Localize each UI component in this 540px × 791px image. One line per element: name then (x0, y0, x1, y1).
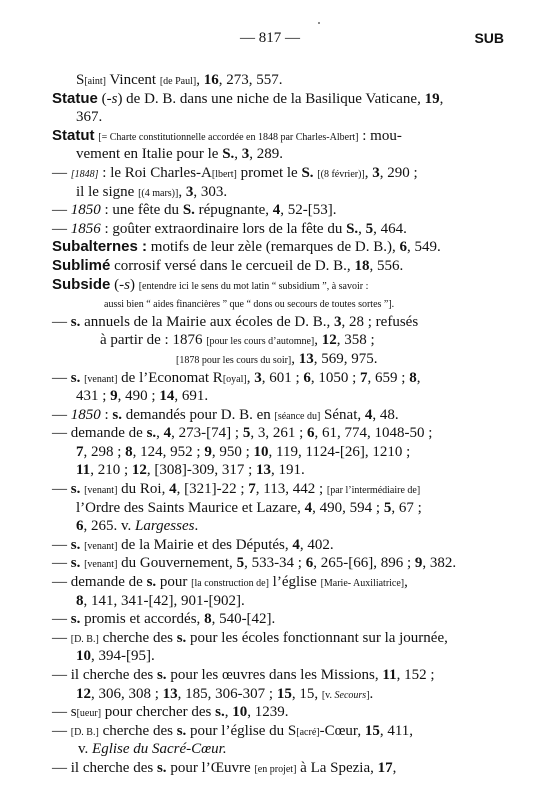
line-text: , 210 ; (90, 462, 132, 478)
line-text: [venant] (84, 541, 118, 552)
line-text: . (194, 518, 199, 534)
line-text: , 290 ; (379, 165, 418, 181)
line-text: [Marie- Auxiliatrice] (320, 578, 405, 589)
line-text: 3 (334, 314, 342, 330)
index-entry-sublime (52, 256, 403, 276)
line-text: S. (222, 146, 235, 162)
line-text: -s (106, 91, 118, 107)
line-text: , 303. (193, 184, 228, 200)
line-text: pour l’Œuvre (166, 760, 255, 776)
line-text: 4 (292, 537, 300, 553)
line-text: — (52, 611, 71, 627)
line-text: [la construction de] (191, 578, 269, 589)
index-line (78, 739, 227, 759)
line-text: 1856 (70, 221, 101, 237)
line-text: ( (110, 277, 120, 293)
line-text: , (392, 760, 397, 776)
line-text: Largesses (135, 518, 195, 534)
line-text: demandés pour D. B. en (122, 407, 275, 423)
line-text: [(4 mars)] (138, 188, 179, 199)
line-text: promet le (236, 165, 302, 181)
line-text: , (178, 184, 186, 200)
line-text: Statut (52, 127, 95, 144)
line-text: s. (70, 611, 81, 627)
line-text: , (224, 704, 233, 720)
line-text: [ueur] (76, 708, 102, 719)
line-text: — (52, 165, 71, 181)
line-text: à partir de : 1876 (100, 332, 207, 348)
line-text: 3 (185, 184, 194, 200)
line-text: 4 (364, 407, 373, 423)
line-text: , 306, 308 ; (91, 686, 163, 702)
line-text: 8 (409, 370, 417, 386)
line-text: 5 (365, 221, 374, 237)
line-text: S. (346, 221, 359, 237)
line-text: : (100, 407, 113, 423)
line-text: 5 (242, 425, 251, 441)
line-text: — (52, 407, 71, 423)
line-text: , 113, 442 ; (255, 481, 327, 497)
line-text: , 569, 975. (313, 351, 378, 367)
line-text: , 533-34 ; (244, 555, 306, 571)
line-text: , (439, 91, 444, 107)
line-text: — demande de (52, 425, 147, 441)
line-text: 431 ; (76, 388, 111, 404)
line-text: 19 (424, 91, 440, 107)
line-text: [v. (321, 690, 335, 701)
line-text: 8 (125, 444, 133, 460)
line-text: 4 (272, 202, 281, 218)
line-text: , 265. v. (83, 518, 136, 534)
line-text: 9 (110, 388, 118, 404)
index-line (76, 107, 102, 127)
line-text: , 273-[74] ; (171, 425, 243, 441)
line-text: ) (129, 277, 139, 293)
line-text: [entendre ici le sens du mot latin “ subsidium ”, à savoir : (138, 281, 369, 292)
line-text: v. (78, 741, 93, 757)
index-line (76, 386, 208, 406)
line-text: 16 (203, 72, 219, 88)
line-text: , 1239. (247, 704, 289, 720)
line-text: il le signe (76, 184, 139, 200)
line-text: s. (70, 537, 81, 553)
line-text: [D. B.] (70, 727, 99, 738)
line-text: Statue (52, 90, 98, 107)
index-line (76, 144, 283, 164)
line-text: 6 (303, 370, 311, 386)
line-text: 7 (76, 444, 84, 460)
line-text: — (52, 723, 71, 739)
line-text: , 141, 341-[42], 901-[902]. (83, 593, 245, 609)
line-text: [de Paul] (159, 76, 197, 87)
line-text: , 48. (372, 407, 399, 423)
line-text: 6 (76, 518, 84, 534)
index-line (52, 219, 407, 239)
line-text: , (358, 221, 366, 237)
line-text: — (52, 481, 71, 497)
line-text: corrosif versé dans le cercueil de D. B., (110, 258, 355, 274)
index-entry-subalternes (52, 237, 441, 257)
line-text: , 394-[95]. (91, 648, 155, 664)
line-text: S. (182, 202, 195, 218)
line-text: 6 (306, 425, 315, 441)
line-text: 3 (372, 165, 380, 181)
index-line (76, 591, 245, 611)
line-text: , (234, 146, 242, 162)
line-text: du Gouvernement, (117, 555, 237, 571)
line-text: ) de D. B. dans une niche de la Basilique Vaticane, (117, 91, 425, 107)
line-text: , 556. (369, 258, 404, 274)
line-text: , (364, 165, 373, 181)
line-text: , 3, 261 ; (250, 425, 307, 441)
line-text: pour l’église du S (186, 723, 297, 739)
line-text: 7 (360, 370, 368, 386)
line-text: , 601 ; (261, 370, 304, 386)
line-text: [lbert] (211, 169, 237, 180)
line-text: — (52, 370, 71, 386)
line-text: , 265-[66], 896 ; (313, 555, 415, 571)
line-text: s. (146, 425, 157, 441)
index-line (52, 200, 337, 220)
line-text: 9 (414, 555, 423, 571)
line-text: [venant] (84, 485, 118, 496)
line-text: , 358 ; (336, 332, 375, 348)
line-text: , (291, 351, 299, 367)
line-text: , (416, 370, 421, 386)
line-text: S (76, 72, 85, 88)
line-text: 6 (305, 555, 314, 571)
index-line (52, 665, 435, 685)
line-text: 12 (321, 332, 337, 348)
line-text: [venant] (84, 559, 118, 570)
line-text: , 402. (299, 537, 334, 553)
line-text: du Roi, (117, 481, 170, 497)
index-line (76, 460, 305, 480)
line-text: : goûter extraordinaire lors de la fête du (100, 221, 347, 237)
line-text: 15 (276, 686, 292, 702)
line-text: [1878 pour les cours du soir] (176, 355, 292, 366)
line-text: s. (112, 407, 123, 423)
line-text: 8 (204, 611, 212, 627)
line-text: annuels de la Mairie aux écoles de D. B., (80, 314, 335, 330)
line-text: 3 (254, 370, 262, 386)
line-text: , 549. (406, 239, 441, 255)
line-text: 10 (76, 648, 91, 664)
line-text: , (196, 72, 204, 88)
page-number: — 817 — (240, 30, 300, 46)
line-text: — s (52, 704, 77, 720)
line-text: [par l’intermédiaire de] (326, 485, 421, 496)
line-text: 10 (232, 704, 248, 720)
line-text: , 28 ; refusés (341, 314, 419, 330)
line-text: ] (366, 690, 370, 701)
line-text: à La Spezia, (296, 760, 378, 776)
line-text: s. (156, 667, 167, 683)
line-text: , 950 ; (211, 444, 254, 460)
line-text: s. (176, 630, 187, 646)
line-text: , 490 ; (117, 388, 160, 404)
line-text: , 185, 306-307 ; (177, 686, 277, 702)
line-text: Subalternes : (52, 238, 148, 255)
line-text: de l’Economat R (117, 370, 223, 386)
line-text: l’Ordre des Saints Maurice et Lazare, (76, 500, 305, 516)
line-text: , 289. (249, 146, 284, 162)
line-text: — il cherche des (52, 760, 157, 776)
index-line (52, 758, 396, 780)
line-text: : le Roi Charles-A (98, 165, 212, 181)
line-text: 3 (241, 146, 250, 162)
line-text: 4 (169, 481, 177, 497)
index-line (76, 442, 410, 462)
line-text: 4 (163, 425, 172, 441)
line-text: , 298 ; (83, 444, 126, 460)
line-text: s. (70, 370, 81, 386)
line-text: cherche des (98, 723, 177, 739)
index-line (52, 312, 418, 332)
line-text: 9 (204, 444, 212, 460)
line-text: , 659 ; (367, 370, 410, 386)
line-text: [oyal] (222, 374, 247, 385)
line-text: — (52, 555, 71, 571)
line-text: s. (156, 760, 167, 776)
line-text: ( (97, 91, 107, 107)
line-text: — (52, 314, 71, 330)
running-head: SUB (474, 30, 504, 46)
line-text: motifs de leur zèle (remarques de D. B.), (147, 239, 400, 255)
line-text: — demande de (52, 574, 147, 590)
line-text: , [321]-22 ; (176, 481, 249, 497)
line-text: pour chercher des (101, 704, 216, 720)
line-text: 14 (159, 388, 175, 404)
line-text: . (369, 686, 374, 702)
index-line (76, 646, 155, 666)
line-text: cherche des (98, 630, 177, 646)
line-text: 7 (248, 481, 256, 497)
line-text: 11 (382, 667, 397, 683)
line-text: , 191. (271, 462, 305, 478)
index-line (76, 498, 422, 518)
line-text: , 67 ; (391, 500, 422, 516)
line-text: — (52, 630, 71, 646)
line-text: [= Charte constitutionnelle accordée en 1848 par Charles-Albert] (98, 132, 359, 143)
line-text: s. (70, 481, 81, 497)
line-text: , (246, 370, 255, 386)
line-text: , 464. (373, 221, 407, 237)
line-text: , 152 ; (396, 667, 435, 683)
index-line (52, 423, 432, 443)
line-text: répugnante, (194, 202, 273, 218)
line-text: pour les œuvres dans les Missions, (166, 667, 383, 683)
line-text: , 490, 594 ; (312, 500, 384, 516)
line-text: — (52, 202, 71, 218)
line-text: , (156, 425, 164, 441)
line-text: [venant] (84, 374, 118, 385)
line-text: — il cherche des (52, 667, 157, 683)
line-text: 12 (131, 462, 147, 478)
line-text: , 124, 952 ; (132, 444, 205, 460)
line-text: : une fête du (100, 202, 183, 218)
line-text: Sublimé (52, 257, 111, 274)
line-text: aussi bien “ aides financières ” que “ dons ou secours de toutes sortes ”]. (104, 299, 395, 310)
line-text: [D. B.] (70, 634, 99, 645)
line-text: [aint] (84, 76, 106, 87)
line-text: — (52, 537, 71, 553)
line-text: Sénat, (320, 407, 365, 423)
line-text: s. (70, 314, 81, 330)
line-text: 5 (383, 500, 392, 516)
index-line (76, 516, 198, 536)
line-text: de la Mairie et des Députés, (117, 537, 293, 553)
line-text: 5 (236, 555, 245, 571)
line-text: 12 (76, 686, 91, 702)
line-text: 8 (76, 593, 84, 609)
line-text: pour les écoles fonctionnant sur la journée, (186, 630, 448, 646)
line-text: — (52, 221, 71, 237)
index-entry-statue (52, 89, 443, 109)
line-text: promis et accordés, (80, 611, 205, 627)
line-text: , 15, (291, 686, 322, 702)
line-text: s. (70, 555, 81, 571)
line-text: , 119, 1124-[26], 1210 ; (268, 444, 411, 460)
line-text: , 52-[53]. (280, 202, 337, 218)
line-text: -Cœur, (319, 723, 365, 739)
line-text: [séance du] (274, 411, 321, 422)
line-text: , 540-[42]. (211, 611, 276, 627)
line-text: [acré] (296, 727, 320, 738)
line-text: [pour les cours d’automne] (206, 336, 315, 347)
line-text: 13 (162, 686, 178, 702)
line-text: 17 (377, 760, 393, 776)
line-text: Secours (334, 690, 367, 701)
line-text: 1850 (70, 202, 101, 218)
index-line (52, 609, 275, 629)
line-text: 4 (304, 500, 313, 516)
line-text: 10 (253, 444, 269, 460)
line-text: s. (215, 704, 225, 720)
line-text: [1848] (70, 169, 99, 180)
line-text: 18 (354, 258, 370, 274)
line-text: Vincent (106, 72, 160, 88)
line-text: , [308]-309, 317 ; (146, 462, 257, 478)
line-text: , 411, (379, 723, 414, 739)
line-text: Eglise du Sacré-Cœur. (92, 741, 227, 757)
line-text: 367. (76, 109, 103, 125)
line-text: , 273, 557. (218, 72, 283, 88)
line-text: 11 (76, 462, 91, 478)
line-text: , (314, 332, 322, 348)
line-text: 6 (399, 239, 407, 255)
line-text: pour (156, 574, 192, 590)
line-text: , 382. (422, 555, 457, 571)
line-text: s. (176, 723, 187, 739)
line-text: 13 (256, 462, 272, 478)
line-text: 15 (364, 723, 380, 739)
line-text: -s (119, 277, 130, 293)
line-text: Subside (52, 276, 111, 293)
line-text: S. (301, 165, 314, 181)
line-text: s. (146, 574, 157, 590)
line-text: : mou- (358, 128, 402, 144)
line-text: [(8 février)] (317, 169, 365, 180)
line-text: , (404, 574, 408, 590)
line-text: l’église (268, 574, 321, 590)
line-text: [en projet] (254, 764, 297, 775)
line-text: , 691. (174, 388, 209, 404)
line-text: , 1050 ; (310, 370, 361, 386)
line-text: 13 (298, 351, 314, 367)
speck (318, 22, 320, 24)
line-text: , 61, 774, 1048-50 ; (314, 425, 433, 441)
line-text: 1850 (70, 407, 101, 423)
line-text: vement en Italie pour le (76, 146, 223, 162)
